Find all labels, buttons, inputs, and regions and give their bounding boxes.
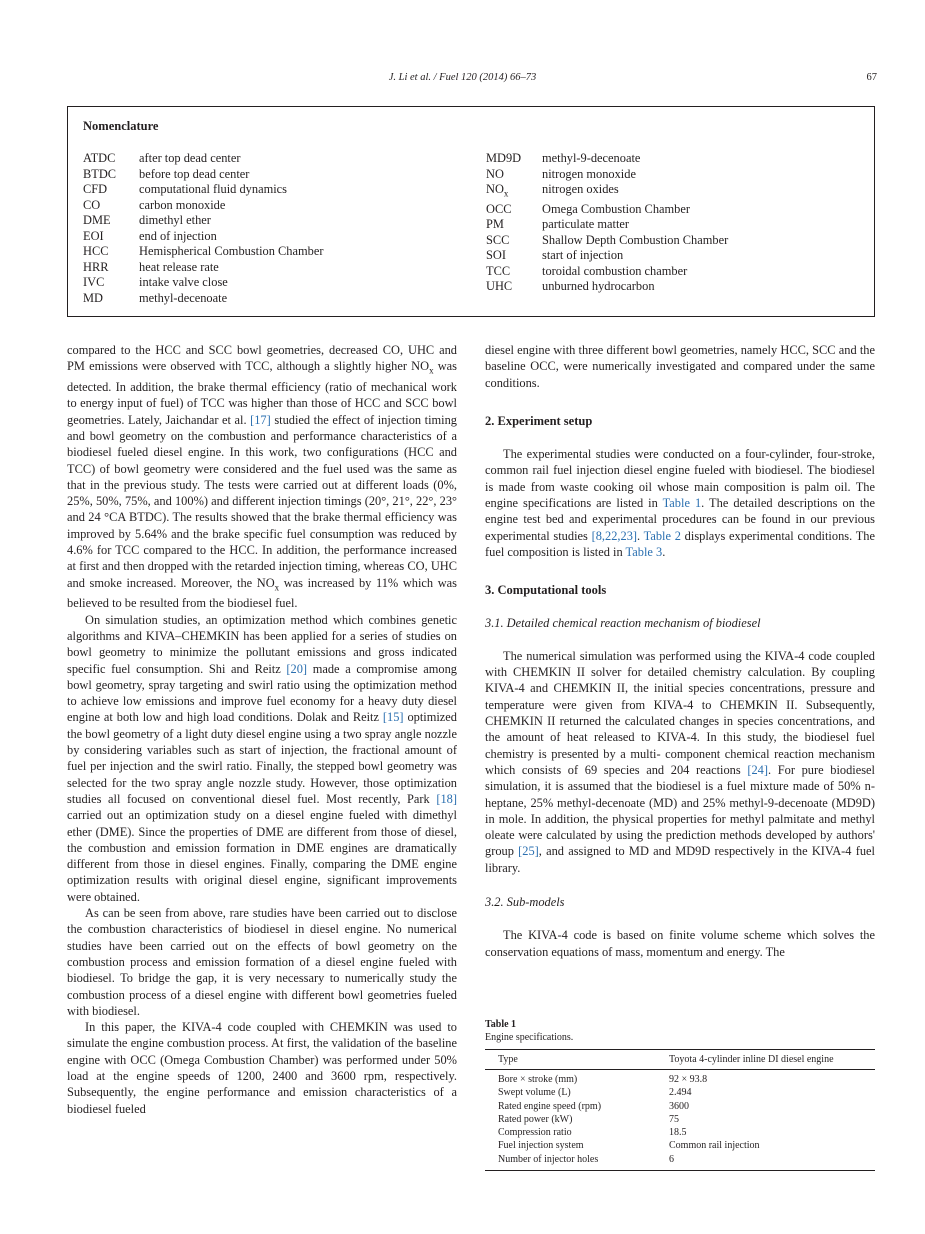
table-row bbox=[485, 1100, 875, 1113]
table-row bbox=[485, 1070, 875, 1087]
nomenclature-right-list bbox=[486, 151, 728, 295]
paragraph-1: compared to the HCC and SCC bowl geometries, decreased CO, UHC and PM emissions were observed with TCC, although a slightly higher $NO_x$ was detected. In addition, the brake thermal efficiency (ratio of mechanical work to energy input of fuel) of TCC was higher than those of HCC and SCC bowl geometries. Lately, Jaichandar et al. [17] studied the effect of injection timing and bowl geometry on the combustion and performance characteristics of a biodiesel fueled diesel engine. In this work, two configurations (HCC and TCC) of bowl geometry were considered and the fuel used was the same as that in the previous study. The tests were carried out at different loads (0%, 25%, 50%, 75%, and 100%) and different injection timings (20°, 21°, 22°, 23° and 24 °CA BTDC). The results showed that the brake thermal efficiency was improved by 5.64% and the brake specific fuel consumption was reduced by 4.6% for TCC compared to the HCC. In addition, the performance increased at first and then dropped with the retarded injection timing, whereas CO, UHC and smoke increased. Moreover, the $NO_x$ was increased by 11% which was believed to be resulted from the biodiesel fuel. bbox=[67, 343, 457, 611]
table-cell-value: 18.5 bbox=[669, 1127, 687, 1139]
nomenclature-entry bbox=[486, 233, 728, 249]
table-row bbox=[485, 1113, 875, 1126]
nomenclature-definition: Hemispherical Combustion Chamber bbox=[139, 244, 324, 258]
paragraph-experiment: The experimental studies were conducted on a four-cylinder, four-stroke, common rail fuel injection diesel engine fueled with biodiesel. The biodiesel is made from waste cooking oil whose main composition is palm oil. The engine specifications are listed in Table 1. The detailed descriptions on the engine test bed and experimental procedures can be found in our previous experimental studies [8,22,23]. Table 2 displays experimental conditions. The fuel composition is listed in Table 3. bbox=[485, 447, 876, 559]
table-cell-parameter: Fuel injection system bbox=[498, 1140, 584, 1152]
nomenclature-entry bbox=[83, 151, 323, 167]
nomenclature-abbr: NO bbox=[486, 166, 504, 181]
nomenclature-entry bbox=[83, 275, 323, 291]
nomenclature-abbr: DME bbox=[83, 213, 111, 227]
table-caption: Engine specifications. bbox=[485, 1032, 574, 1043]
subsection-heading-3-2: 3.2. Sub-models bbox=[485, 895, 565, 910]
paragraph-submodels: The KIVA-4 code is based on finite volume scheme which solves the conservation equations of mass, momentum and energy. The bbox=[485, 928, 875, 959]
nomenclature-abbr: CO bbox=[83, 197, 101, 212]
nomenclature-abbr: HCC bbox=[83, 244, 109, 258]
nomenclature-abbr: IVC bbox=[83, 275, 105, 289]
nomenclature-entry bbox=[486, 264, 728, 280]
nomenclature-definition: unburned hydrocarbon bbox=[542, 279, 655, 294]
nomenclature-definition: methyl-9-decenoate bbox=[542, 151, 641, 165]
nomenclature-entry bbox=[83, 291, 323, 307]
table-label: Table 1 bbox=[485, 1019, 517, 1030]
nomenclature-definition: before top dead center bbox=[139, 166, 250, 181]
table-cell-value: 2.494 bbox=[669, 1087, 692, 1099]
nomenclature-abbr: ATDC bbox=[83, 151, 116, 165]
table-cell-parameter: Number of injector holes bbox=[498, 1153, 599, 1165]
nomenclature-abbr: SOI bbox=[486, 248, 506, 263]
nomenclature-definition: Shallow Depth Combustion Chamber bbox=[542, 232, 729, 247]
nomenclature-entry bbox=[83, 182, 323, 198]
nomenclature-definition: start of injection bbox=[542, 248, 624, 263]
table-cell-parameter: Compression ratio bbox=[498, 1127, 572, 1139]
table-cell-parameter: Bore × stroke (mm) bbox=[498, 1074, 578, 1085]
nomenclature-entry bbox=[486, 248, 728, 264]
nomenclature-definition: heat release rate bbox=[139, 259, 219, 274]
nomenclature-abbr: EOI bbox=[83, 228, 104, 243]
table-cell-parameter: Swept volume (L) bbox=[498, 1087, 571, 1099]
table-cell-value: Common rail injection bbox=[669, 1140, 760, 1152]
nomenclature-definition: nitrogen monoxide bbox=[542, 166, 636, 181]
nomenclature-definition: dimethyl ether bbox=[139, 213, 211, 227]
paragraph-4: In this paper, the KIVA-4 code coupled with CHEMKIN was used to simulate the engine combustion process. At first, the validation of the baseline engine with OCC (Omega Combustion Chamber) was performed under 50% load at the engine speeds of 1200, 2400 and 3600 rpm, respectively. Subsequently, the engine performance and emission characteristics of a biodiesel fueled bbox=[67, 1020, 457, 1116]
paragraph-continued: diesel engine with three different bowl geometries, namely HCC, SCC and the baseline OCC, were numerically investigated and compared under the same conditions. bbox=[485, 343, 875, 390]
nomenclature-definition: toroidal combustion chamber bbox=[542, 263, 688, 278]
right-column bbox=[485, 342, 875, 960]
nomenclature-definition: computational fluid dynamics bbox=[139, 182, 287, 196]
nomenclature-abbr: SCC bbox=[486, 232, 510, 247]
table-row bbox=[485, 1126, 875, 1139]
paragraph-2: On simulation studies, an optimization method which combines genetic algorithms and KIVA–CHEMKIN has been applied for a series of studies on bowl geometry to minimize the pollutant emissions and gross indicated specific fuel consumption. Shi and Reitz [20] made a compromise among bowl geometry, spray targeting and swirl ratio using the optimization method to achieve low emissions and improve fuel economy for a heavy duty diesel engine at both low and high load conditions. Dolak and Reitz [15] optimized the bowl geometry of a light duty diesel engine using a two spray angle nozzle by considering variables such as start of injection, the fractional amount of fuel per injection and the swirl ratio. Finally, the stepped bowl geometry was selected for the two spray angle nozzle study. However, those optimization studies all focused on conventional diesel fuel. Most recently, Park [18] carried out an optimization study on a diesel engine fueled with dimethyl ether (DME). Since the properties of DME are different from those of diesel, the combustion and emission formation in DME engines are dramatically different from those in diesel engines. Finally, comparing the DME engine optimization results with original diesel engine, significant improvements were obtained. bbox=[67, 612, 458, 904]
nomenclature-entry bbox=[83, 213, 323, 229]
nomenclature-abbr: CFD bbox=[83, 182, 108, 196]
table-row bbox=[485, 1139, 875, 1152]
nomenclature-abbr: BTDC bbox=[83, 166, 117, 181]
table-row bbox=[485, 1153, 875, 1171]
nomenclature-abbr: HRR bbox=[83, 259, 109, 274]
table-cell-value: 3600 bbox=[669, 1100, 689, 1112]
nomenclature-left-list bbox=[83, 151, 323, 306]
nomenclature-entry bbox=[83, 244, 323, 260]
nomenclature-abbr: TCC bbox=[486, 263, 511, 278]
table-header-engine: Toyota 4-cylinder inline DI diesel engine bbox=[669, 1054, 834, 1065]
nomenclature-entry bbox=[486, 202, 728, 218]
nomenclature-title: Nomenclature bbox=[83, 119, 159, 133]
table-cell-value: 75 bbox=[669, 1113, 679, 1125]
nomenclature-entry bbox=[83, 260, 323, 276]
section-heading-3: 3. Computational tools bbox=[485, 583, 607, 598]
nomenclature-definition: Omega Combustion Chamber bbox=[542, 201, 690, 216]
nomenclature-definition: nitrogen oxides bbox=[542, 182, 619, 196]
nomenclature-abbr: OCC bbox=[486, 201, 512, 216]
nomenclature-box bbox=[67, 106, 875, 317]
nomenclature-abbr: PM bbox=[486, 217, 504, 232]
table-header-row bbox=[485, 1050, 875, 1070]
nomenclature-definition: intake valve close bbox=[139, 275, 228, 289]
table-cell-parameter: Rated power (kW) bbox=[498, 1113, 573, 1125]
nomenclature-abbr: $NO_x$ bbox=[486, 182, 509, 199]
table-cell-parameter: Rated engine speed (rpm) bbox=[498, 1100, 602, 1112]
nomenclature-entry bbox=[486, 217, 728, 233]
paragraph-mechanism: The numerical simulation was performed using the KIVA-4 code coupled with CHEMKIN II solver for detailed chemistry calculation. By coupling KIVA-4 and CHEMKIN II, the initial species concentrations, pressure and temperature were given from KIVA-4 to CHEMKIN II. Subsequently, CHEMKIN II returned the calculated changes in species concentrations, and the amount of heat released to KIVA-4. In this study, the biodiesel fuel chemistry is presented by a multi- component chemical reaction mechanism which consists of 69 species and 204 reactions [24]. For pure biodiesel simulation, it is assumed that the biodiesel is a fuel mixture made of 50% n-heptane, 25% methyl-decenoate (MD) and 25% methyl-9-decenoate (MD9D) in mole. In addition, the physical properties for methyl palmitate and methyl oleate were calculated by using the prediction methods developed by authors' group [25], and assigned to MD and MD9D respectively in the KIVA-4 fuel library. bbox=[485, 648, 876, 875]
nomenclature-entry bbox=[83, 198, 323, 214]
table-cell-value: 6 bbox=[669, 1153, 674, 1165]
nomenclature-entry bbox=[83, 167, 323, 183]
left-column bbox=[67, 342, 457, 1117]
nomenclature-abbr: MD9D bbox=[486, 151, 522, 165]
nomenclature-definition: carbon monoxide bbox=[139, 197, 226, 212]
table-header-type: Type bbox=[498, 1054, 518, 1065]
nomenclature-definition: end of injection bbox=[139, 228, 217, 243]
nomenclature-entry bbox=[486, 151, 728, 167]
table-1 bbox=[485, 1018, 875, 1171]
paragraph-3: As can be seen from above, rare studies have been carried out to disclose the combustion characteristics of biodiesel in diesel engine. No numerical studies have been carried out on the effects of bowl geometry on the combustion process and emission formation of a diesel engine fueled with biodiesel. To bridge the gap, it is very necessary to numerically study the combustion process of a diesel engine with different bowl geometries fueled with biodiesel. bbox=[67, 906, 457, 1018]
engine-spec-table bbox=[485, 1049, 875, 1171]
nomenclature-entry bbox=[486, 279, 728, 295]
nomenclature-entry bbox=[486, 167, 728, 183]
section-heading-2: 2. Experiment setup bbox=[485, 413, 593, 428]
nomenclature-entry bbox=[83, 229, 323, 245]
page-number: 67 bbox=[866, 72, 877, 83]
nomenclature-definition: particulate matter bbox=[542, 217, 630, 232]
nomenclature-definition: after top dead center bbox=[139, 151, 241, 165]
nomenclature-abbr: UHC bbox=[486, 279, 513, 294]
subsection-heading-3-1: 3.1. Detailed chemical reaction mechanism of biodiesel bbox=[485, 615, 761, 630]
running-header-citation: J. Li et al. / Fuel 120 (2014) 66–73 bbox=[388, 72, 537, 83]
nomenclature-entry bbox=[486, 182, 728, 202]
nomenclature-definition: methyl-decenoate bbox=[139, 290, 228, 305]
table-cell-value: 92 × 93.8 bbox=[669, 1074, 708, 1085]
table-row bbox=[485, 1086, 875, 1099]
nomenclature-abbr: MD bbox=[83, 290, 103, 305]
